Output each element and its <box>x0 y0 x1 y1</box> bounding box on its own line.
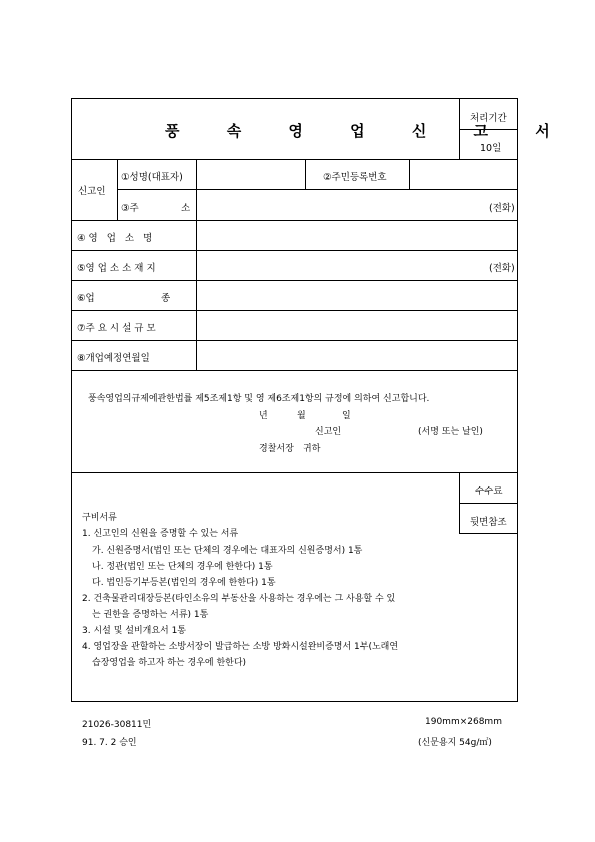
opening-date-field[interactable] <box>198 341 516 369</box>
business-name-field[interactable] <box>198 221 516 249</box>
document-item: 다. 법인등기부등본(법인의 경우에 한한다) 1통 <box>92 578 276 588</box>
facility-scale-field[interactable] <box>198 311 516 339</box>
document-item: 습장영업을 하고자 하는 경우에 한한다) <box>92 658 247 668</box>
fee-value: 뒷면참조 <box>470 517 507 528</box>
business-location-phone: (전화) <box>489 263 515 274</box>
business-type-label-2: 종 <box>161 293 171 304</box>
signature-space[interactable] <box>345 421 415 435</box>
name-label: ①성명(대표자) <box>121 172 183 183</box>
declaration-month: 월 <box>297 411 306 421</box>
facility-scale-label: ⑦주 요 시 설 규 모 <box>77 323 156 334</box>
form-number: 21026-30811민 <box>82 720 152 730</box>
address-label-2: 소 <box>181 203 191 214</box>
document-item: 가. 신원증명서(법인 또는 단체의 경우에는 대표자의 신원증명서) 1통 <box>92 546 363 556</box>
business-location-field[interactable] <box>198 251 468 279</box>
declaration-honorific: 귀하 <box>303 444 321 454</box>
declaration-year: 년 <box>259 411 268 421</box>
address-phone: (전화) <box>489 203 515 214</box>
paper-size: 190mm×268mm <box>425 717 502 727</box>
document-item: 3. 시설 및 설비개요서 1통 <box>82 626 187 636</box>
name-field[interactable] <box>198 160 304 188</box>
declaration-day: 일 <box>342 411 351 421</box>
fee-divider <box>459 503 518 504</box>
document-item: 2. 건축물관리대장등본(타인소유의 부동산을 사용하는 경우에는 그 사용할 수 있 <box>82 594 396 604</box>
processing-period-value: 10일 <box>480 143 502 154</box>
address-label-1: ③주 <box>121 203 139 214</box>
applicant-group-label: 신고인 <box>78 186 106 197</box>
rrn-right-line <box>409 159 410 189</box>
document-item: 1. 신고인의 신원을 증명할 수 있는 서류 <box>82 529 239 539</box>
business-type-field[interactable] <box>198 281 516 309</box>
form-title: 풍 속 영 업 신 고 서 <box>165 122 571 140</box>
declaration-recipient: 경찰서장 <box>259 444 294 454</box>
rrn-left-line <box>305 159 306 189</box>
opening-date-label: ⑧개업예정연월일 <box>77 353 150 364</box>
rrn-field[interactable] <box>411 160 517 188</box>
fee-bottom <box>459 533 518 534</box>
fee-label: 수수료 <box>475 486 503 497</box>
label-column-line <box>196 159 197 370</box>
declaration-text: 풍속영업의규제에관한법률 제5조제1항 및 영 제6조제1항의 규정에 의하여 신고합니다. <box>88 394 430 404</box>
declaration-applicant: 신고인 <box>315 427 342 437</box>
approval-date: 91. 7. 2 승인 <box>82 738 137 748</box>
declaration-divider <box>71 472 518 473</box>
paper-type: (신문용지 54g/㎡) <box>418 738 492 748</box>
document-item: 는 권한을 증명하는 서류) 1통 <box>92 610 209 620</box>
document-item: 나. 정관(법인 또는 단체의 경우에 한한다) 1통 <box>92 562 273 572</box>
applicant-group-line <box>117 159 118 220</box>
declaration-signature: (서명 또는 날인) <box>418 427 483 437</box>
processing-period-label: 처리기간 <box>470 113 507 124</box>
rrn-label: ②주민등록번호 <box>323 172 387 183</box>
address-field[interactable] <box>198 190 468 219</box>
documents-heading: 구비서류 <box>82 513 117 523</box>
business-location-label: ⑤영 업 소 소 재 지 <box>77 263 156 274</box>
document-item: 4. 영업장을 관할하는 소방서장이 발급하는 소방 방화시설완비증명서 1부(노래연 <box>82 642 399 652</box>
row-divider-6 <box>71 370 518 371</box>
business-name-label: ④영 업 소 명 <box>77 233 156 244</box>
business-type-label-1: ⑥업 <box>77 293 95 304</box>
fee-column-line <box>459 472 460 533</box>
